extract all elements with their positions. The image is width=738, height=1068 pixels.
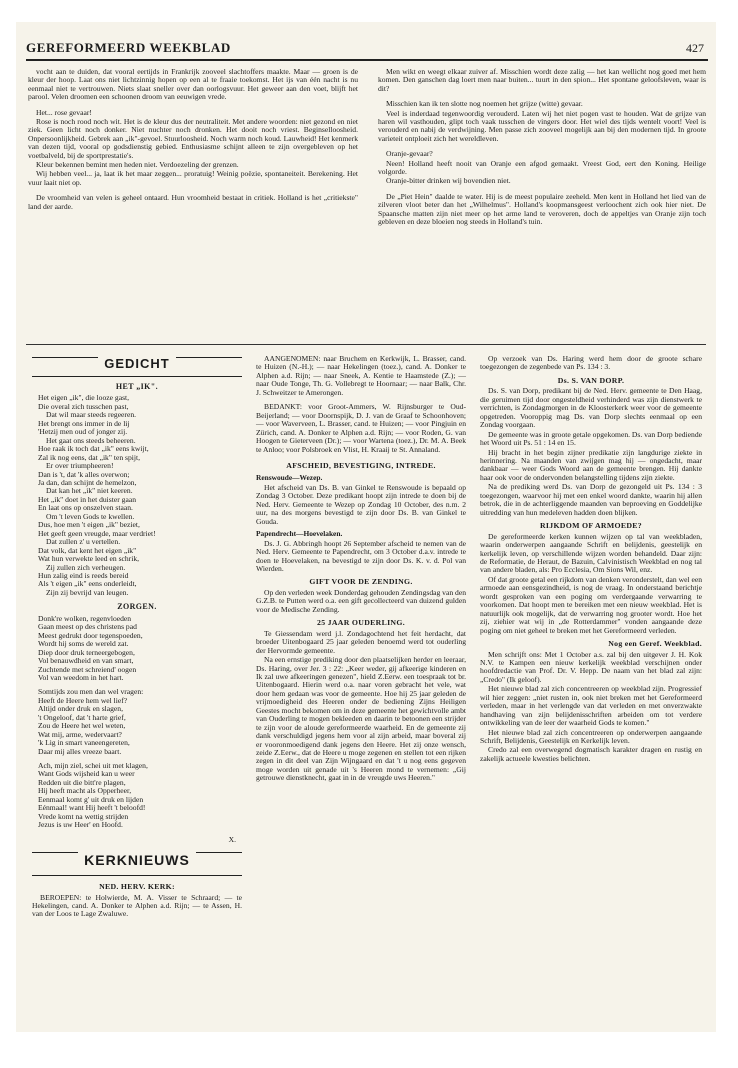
verse-line: 'Hetzij men oud of jonger zij. — [38, 427, 128, 437]
paragraph: Neen! Holland heeft nooit van Oranje een afgod gemaakt. Vreest God, eert den Koning. Heilige volgorde. — [378, 158, 706, 177]
verse-line: Redden uit die bitt're plagen, — [38, 777, 126, 787]
verse-line: Die overal zich tusschen past, — [38, 401, 129, 411]
top-article-right-column — [378, 68, 706, 228]
column-news — [480, 355, 702, 764]
verse-line: Meest gedrukt door tegenspoeden, — [38, 630, 143, 640]
subheading: GIFT VOOR DE ZENDING. — [309, 577, 413, 587]
poem-title: ZORGEN. — [117, 602, 157, 612]
subheading: Nog een Geref. Weekblad. — [608, 639, 702, 649]
verse-line: Gaan meest op des christens pad — [38, 622, 137, 632]
poem-zorgen-stanza-3 — [38, 762, 242, 830]
kerknieuws-heading: KERKNIEUWS — [78, 852, 196, 868]
verse-line: Het „ik" doet in het duister gaan — [38, 494, 136, 504]
verse-line: Dat volk, dat kent het eigen „ik" — [38, 545, 137, 555]
verse-line: Heeft de Heere hem wel lief? — [38, 695, 128, 705]
verse-line: Hoe raak ik toch dat „ik" eens kwijt, — [38, 444, 149, 454]
paragraph: Het nieuwe blad zal zich concentreeren op onderwerpen aangaande Schrift, Belijdenis, Geestelijk en Kerkelijk leven. — [480, 727, 702, 746]
paragraph: Rose is noch rood noch wit. Het is de kleur dus der neutraliteit. Met andere woorden: niet gezond en niet ziek. Geen licht noch donker. Niet nuchter noch dronken. Het dooit noch vriest. Beginselloosheid. Onpersoonlijkheid. Gebrek aan „ik"-gevoel. Stuurloosheid. Noch warm noch koud. Lauwheid! Het kenmerk van dezen tijd, vooral op godsdienstig gebied. Enthusiasme schijnt alleen te zijn overgebleven op het voetbalveld, bij de sportprestatie's. — [28, 117, 358, 160]
verse-line: Donk're wolken, regenvloeden — [38, 613, 132, 623]
paragraph: Of dat groote getal een rijkdom van denken veronderstelt, dan wel een armoede aan eensgezindheid, is nog de vraag. In onderstaand berichtje wordt gesproken van een poging om verdergaande verwarring te voorkomen. Dat hoopt men te bereiken met een nieuw weekblad. Het is natuurlijk ook mogelijk, dat de verwarring nog grooter wordt. Hoe het zij, ziehier wat wij in „de Rotterdammer" vonden aangaande deze poging om niet geheel te breken met het Gereformeerd verleden. — [480, 574, 702, 635]
verse-line: 't Ongeloof, dat 't harte grief, — [38, 712, 126, 722]
subheading: RIJKDOM OF ARMOEDE? — [539, 521, 642, 531]
verse-line: Ach, mijn ziel, schei uit met klagen, — [38, 761, 148, 771]
top-article — [28, 68, 706, 338]
poem-zorgen-stanza-2 — [38, 688, 242, 756]
subheading: Renswoude—Wezep. — [256, 473, 323, 483]
verse-line: Altijd onder druk en slagen, — [38, 704, 123, 714]
paragraph: Ds. J. G. Abbringh hoopt 26 September afscheid te nemen van de Ned. Herv. Gemeente te Papendrecht, om 3 October d.a.v. intrede te doen te Hoevelaken, na bevestigd te zijn door Ds. K. v. d. Pol van Wierden. — [256, 538, 466, 573]
paragraph: Na de prediking werd Ds. van Dorp de gezongeld uit Ps. 134 : 3 toegezongen, waarvoor hij met een enkel woord dankte, waarin hij allen betrok, die in de achterliggende maanden van beproeving en Goddelijke uitredding van hun medeleven hadden doen blijken. — [480, 482, 702, 517]
paragraph: Het afscheid van Ds. B. van Ginkel te Renswoude is bepaald op Zondag 3 October. Deze predikant hoopt zijn intrede te doen bij de Ned. Herv. Gemeente te Wezep op Zondag 10 October, des n.m. 2 uur, na des morgens bevestigd te zijn door Ds. B. van Ginkel te Gouda. — [256, 482, 466, 526]
verse-line: Wordt hij soms de wereld zat. — [38, 639, 129, 649]
paragraph: Na een ernstige prediking door den plaatselijken herder en leeraar, Ds. Haring, over Jer. 3 : 22: „Keer weder, gij afkeerige kinderen en Ik zal uwe afkeeringen genezen", hield Z.Eerw. een toespraak tot br. Uitenbogaard. Hierin werd o.a. naar voren gebracht het vele, wat door hem gedaan was voor de gemeente. Hoe hij 25 jaar geleden de vrijmoedigheid des Heeren onder de bediening Zijns Heiligen Geestes mocht bekomen om in deze gemeente het gewichtvolle ambt van Ouderling te mogen bekleeden en daarin te betoonen een strijder te zijn voor de aloude gereformeerde waarheid. En de gemeente zij dank verschuldigd jegens hem voor al zijn arbeid, maar boveral zij er vooronmoedigend dank jegens den Heere. Het zij onze wensch, zeide Z.Eerw., dat de Heere u moge zegenen en stellen tot een rijken zegen in dit deel van Zijn Wijngaard en dat 't u nog eens gegeven moge worden uit genade uit 's Heeren mond te vernemen: „Gij getrouwe dienstknecht, gaat in in de vreugde uws Heeren." — [256, 655, 466, 783]
verse-line: Vol van weedom in het hart. — [38, 672, 124, 682]
paragraph: De gereformeerde kerken kunnen wijzen op tal van weekbladen, waarin onderwerpen aangaande Schrift en belijdenis, geestelijk en kerkelijk leven, op verschillende wijzen worden behandeld. Daar zijn: de Reformatie, de Heraut, de Bazuin, Calvinistisch Weekblad en nog tal van andere bladen, als: Pro Ecclesia, Om Sions Wil, enz. — [480, 531, 702, 575]
gedicht-heading: GEDICHT — [98, 356, 176, 371]
verse-line: Want Gods wijsheid kan u weer — [38, 769, 135, 779]
paragraph: BEDANKT: voor Groot-Ammers, W. Rijnsburger te Oud-Beijerland; — voor Doornspijk, D. J. van de Graaf te Schoonhoven; — voor Waverveen, L. Brasser, cand. te Huizen; — voor Pingjuin en Zürich, cand. A. Donker te Alphen a.d. Rijn; — voor Roden, G. van Hoogen te Gieterveen (Dr.); — voor Wartena (toez.), Dr. M. A. Beek te Anloo; voor Polsbroek en Vlist, H. Kraaij te St. Annaland. — [256, 402, 466, 454]
column-kerknieuws — [256, 355, 466, 784]
kerknieuws-heading-box — [32, 850, 242, 878]
verse-line: Zijn zij bevrijd van leugen. — [46, 587, 129, 597]
paragraph: Het... rose gevaar! — [36, 107, 92, 117]
verse-line: Zij zullen zich verheugen. — [46, 562, 126, 572]
verse-line: Om 't leven Gods te kwellen. — [46, 511, 135, 521]
verse-line: Hun zalig eind is reeds bereid — [38, 570, 129, 580]
verse-line: Het geeft geen vreugde, maar verdriet! — [38, 528, 156, 538]
paragraph: Misschien kan ik ten slotte nog noemen het grijze (witte) gevaar. — [386, 99, 583, 109]
verse-line: Zuchtende met schreiend' oogen — [38, 664, 137, 674]
verse-line: Eenmaal komt g' uit druk en lijden — [38, 794, 144, 804]
paragraph: Het nieuwe blad zal zich concentreeren op weekblad zijn. Progressief wil hier zeggen: „niet rusten in, ook niet breken met het Gereformeerd verleden, maar in het verlengde van dat verleden en met onverzwakte handhaving van zijn belijdenisschriften arbeiden om tot verdere ontwikkeling van de leer der waarheid Gods te komen." — [480, 684, 702, 728]
verse-line: Er over triumpheeren! — [46, 461, 114, 471]
subheading: NED. HERV. KERK: — [99, 882, 175, 892]
paragraph: Oranje-bitter drinken wij bovendien niet. — [386, 176, 511, 186]
paragraph: De vroomheid van velen is geheel ontaard. Hun vroomheid bestaat in critiek. Holland is het „critiekste" land der aarde. — [28, 193, 358, 211]
verse-line: Zal ik nog eens, dat „ik" ten spijt, — [38, 452, 141, 462]
top-article-left-column — [28, 68, 358, 212]
paragraph: Te Giessendam werd j.l. Zondagochtend het feit herdacht, dat broeder Uitenbogaard 25 jaar geleden benoemd werd tot ouderling der Hervormde gemeente. — [256, 628, 466, 655]
verse-line: Het brengt ons immer in de lij — [38, 418, 130, 428]
section-divider — [26, 344, 706, 345]
paragraph: Hij bracht in het begin zijner predikatie zijn langdurige ziekte in herinnering. Na maanden van zwijgen mag hij — ongedacht, maar dankbaar — weer Gods Woord aan de gemeente brengen. Hij dankte haar ook voor de ondervonden belangstelling tijdens zijn ziekte. — [480, 447, 702, 482]
verse-line: Ja dan, dan schijnt de hemelzon, — [38, 477, 137, 487]
subheading: 25 JAAR OUDERLING. — [317, 618, 405, 628]
paragraph: Op verzoek van Ds. Haring werd hem door de groote schare toegezongen de zegenbede van Ps. 134 : 3. — [480, 354, 702, 372]
newspaper-page — [16, 22, 716, 1032]
poem-title: HET „IK". — [115, 382, 159, 391]
paragraph: Men schrijft ons: Met 1 October a.s. zal bij den uitgever J. H. Kok N.V. te Kampen een nieuw kerkelijk weekblad verschijnen onder hoofdredactie van Prof. Dr. V. Hepp. De naam van het blad zal zijn: „Credo" (Ik geloof). — [480, 649, 702, 684]
subheading: Ds. S. VAN DORP. — [557, 375, 625, 385]
poem-signature: X. — [228, 834, 236, 844]
verse-line: Het eigen „ik", die looze gast, — [38, 393, 130, 403]
poem-zorgen-stanza-1 — [38, 615, 242, 683]
verse-line: Vol benauwdheid en van smart, — [38, 656, 134, 666]
subheading: Papendrecht—Hoevelaken. — [256, 529, 343, 539]
paragraph: Wij hebben veel... ja, laat ik het maar zeggen... proratuig! Weinig poëzie, spontaneiteit. Berekening. Het vuur laait niet op. — [28, 169, 358, 187]
verse-line: Somtijds zou men dan wel vragen: — [38, 687, 144, 697]
paragraph: Ds. S. van Dorp, predikant bij de Ned. Herv. gemeente te Den Haag, die geruimen tijd door ongesteldheid verhinderd was zijn dienstwerk te verrichten, is Zondagmorgen in de Kloosterkerk weer voor de gemeente opgetreden. Vooroppig mag Ds. van Dorp slechts eenmaal op een Zondag voorgaan. — [480, 386, 702, 430]
paragraph: Op den verleden week Donderdag gehouden Zendingsdag van den G.Z.B. te Putten werd o.a. een gift gecollecteerd van duizend gulden voor de Medische Zending. — [256, 587, 467, 614]
poem-het-ik — [38, 394, 242, 597]
publication-title: GEREFORMEERD WEEKBLAD — [26, 40, 231, 55]
verse-line: En laat ons op onszelven staan. — [38, 503, 133, 513]
scan-margin — [0, 0, 16, 1068]
page-header — [26, 39, 708, 61]
paragraph: Men wikt en weegt elkaar zuiver af. Misschien wordt deze zalig — het kan wellicht nog goed met hem komen. Den ganschen dag loert men naar buiten... tuurt in den spion... Het spontane geloofsleven, waar is dit? — [378, 67, 706, 93]
verse-line: Dus, hoe men 't eigen „ik" beziet, — [38, 520, 140, 530]
paragraph: Credo zal een overwegend dogmatisch karakter dragen en rustig en zakelijk actueele kwesties belichten. — [480, 745, 702, 763]
verse-line: Wat mij, arme, wedervaart? — [38, 729, 122, 739]
paragraph: Kleur bekennen bemint men heden niet. Verdoezeling der grenzen. — [36, 160, 239, 170]
verse-line: Eénmaal! want Hij heeft 't beloofd! — [38, 803, 146, 813]
paragraph: AANGENOMEN: naar Bruchem en Kerkwijk, L. Brasser, cand. te Huizen (N.-H.); — naar Hekelingen (toez.), cand. A. Donker te Alphen a.d. Rijn; — naar Sneek, A. Kentie te Haamstede (Z.); — naar Oude Tonge, Th. G. Vollebregt te Hoornaar; — naar Balk, Chr. J. Schweitzer te Amerongen. — [256, 354, 466, 397]
paragraph: De „Piet Hein" daalde te water. Hij is de meest populaire zeeheld. Men kent in Holland het lied van de zilveren vloot beter dan het „Wilhelmus". Holland's koopmansgeest verloochent zich ook hier niet. De Spaansche matten zijn niet meer op het arme land te veroveren, doch de appeltjes van Oranje zijn toch gebleven en deze bloeien nog steeds in Holland's tuin. — [378, 191, 706, 227]
verse-line: Het gaat ons steeds beheeren. — [46, 435, 136, 445]
verse-line: Daar mij alles vreeze baart. — [38, 746, 122, 756]
verse-line: 'k Lig in smart vaneengereten, — [38, 738, 130, 748]
page-number: 427 — [686, 41, 704, 55]
paragraph: Oranje-gevaar? — [386, 149, 433, 159]
subheading: AFSCHEID, BEVESTIGING, INTREDE. — [286, 460, 436, 470]
paragraph: BEROEPEN: te Holwierde, M. A. Visser te Schraard; — te Hekelingen, cand. A. Donker te Alphen a.d. Rijn; — te Assen, H. van der Loos te Lage Zwaluwe. — [32, 892, 242, 919]
gedicht-heading-box — [32, 355, 242, 379]
verse-line: Dan is 't, dat 'k alles overwon; — [38, 469, 130, 479]
verse-line: Jezus is uw Heer' en Hoofd. — [38, 820, 123, 830]
paragraph: Veel is inderdaad tegenwoordig verouderd. Laten wij het niet pogen vast te houden. Wat de grijze van haren wil vasthouden, glipt toch vaak tusschen de vingers door. Het wiel des tijds wentelt voort! Veel is verouderd en nabij de verdwijning. Men passe zich zooveel mogelijk aan bij den modernen tijd. In groote varieteit ontploeit zich het wereldleven. — [378, 108, 706, 143]
verse-line: Wat hun verwekte leed en schrik, — [38, 554, 140, 564]
paragraph: vocht aan te duiden, dat vooral eertijds in Frankrijk zooveel slachtoffers maakte. Maar — groen is de kleur der hoop. Laat ons niet lichtzinnig hopen op een al te fraaie toekomst. Het ijs van één nacht is nu eenmaal niet te vertrouwen. Niets slaat sneller over dan oorlogsvuur. Het geweer aan den voet, blijft het parool. Velen droomen een schoonen droom van eeuwigen vrede. — [28, 67, 358, 102]
verse-line: Als 't eigen „ik" eens onderleidt, — [38, 579, 137, 589]
verse-line: Vrede komt na wettig strijden — [38, 811, 129, 821]
verse-line: Dat wil maar steeds regeeren. — [46, 410, 137, 420]
verse-line: Hij heeft macht als Opperheer, — [38, 786, 132, 796]
verse-line: Dat zullen z' u vertellen. — [46, 537, 121, 547]
verse-line: Zou de Heere het wel weten, — [38, 721, 126, 731]
verse-line: Diep door druk terneergebogen, — [38, 647, 135, 657]
verse-line: Dat kan het „ik" niet keeren. — [46, 486, 133, 496]
paragraph: De gemeente was in groote getale opgekomen. Ds. van Dorp bediende het Woord uit Ps. 51 : 14 en 15. — [480, 429, 702, 448]
column-gedicht — [32, 355, 242, 920]
